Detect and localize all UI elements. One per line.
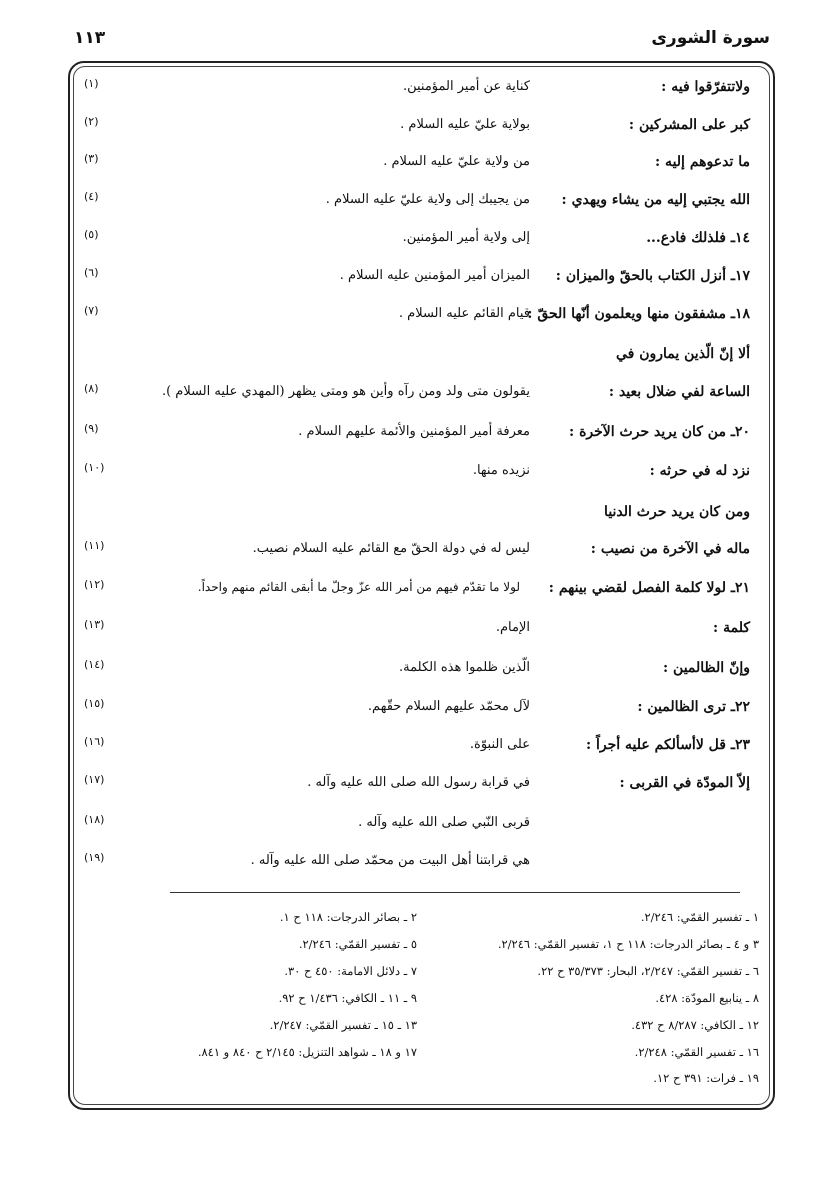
- commentary-text: الميزان أمير المؤمنين عليه السلام .: [339, 268, 530, 283]
- verse-term: نزد له في حرثه :: [649, 463, 750, 479]
- footnote-ref: (٤): [84, 190, 99, 203]
- commentary-text: نزيده منها.: [472, 463, 530, 478]
- footnote: ٦ ـ تفسير القمّي: ٢/٢٤٧، البحار: ٣٥/٣٧٣ ح ٢٢.: [537, 964, 759, 978]
- footnote-ref: (٨): [84, 382, 99, 395]
- commentary-text: من ولاية عليّ عليه السلام .: [383, 154, 530, 169]
- commentary-text: على النبوّة.: [469, 737, 530, 752]
- commentary-entry: [78, 815, 750, 849]
- commentary-entry: [78, 463, 750, 497]
- verse-term: الساعة لفي ضلال بعيد :: [608, 384, 750, 400]
- verse-term: ٢٣ـ قل لاأسألكم عليه أجراً :: [585, 737, 750, 753]
- page-header: [70, 28, 770, 58]
- footnote: ٩ ـ ١١ ـ الكافي: ١/٤٣٦ ح ٩٢.: [278, 991, 417, 1005]
- commentary-entry: [78, 541, 750, 575]
- footnote: ١٣ ـ ١٥ ـ تفسير القمّي: ٢/٢٤٧.: [269, 1018, 417, 1032]
- verse-term: كلمة :: [713, 620, 750, 636]
- footnote-ref: (١٤): [84, 658, 105, 671]
- footnote-ref: (١٦): [84, 735, 105, 748]
- footnote-ref: (٦): [84, 266, 99, 279]
- verse-term: ماله في الآخرة من نصيب :: [590, 541, 750, 557]
- footnote: ٨ ـ ينابيع المودّة: ٤٢٨.: [655, 991, 759, 1005]
- footnote-ref: (٢): [84, 115, 99, 128]
- commentary-entry: [78, 853, 750, 887]
- commentary-text: الّذين ظلموا هذه الكلمة.: [399, 660, 530, 675]
- commentary-entry: [78, 737, 750, 771]
- commentary-text: قربى النّبي صلى الله عليه وآله .: [358, 815, 530, 830]
- commentary-text: معرفة أمير المؤمنين والأئمة عليهم السلام .: [298, 424, 530, 439]
- footnote: ٧ ـ دلائل الامامة: ٤٥٠ ح ٣٠.: [284, 964, 417, 978]
- commentary-entry: [78, 346, 750, 380]
- commentary-text: لآل محمّد عليهم السلام حقّهم.: [367, 699, 530, 714]
- footnote-ref: (١٨): [84, 813, 105, 826]
- footnote-ref: (١٥): [84, 697, 105, 710]
- commentary-entry: [78, 268, 750, 302]
- verse-term: ٢١ـ لولا كلمة الفصل لقضي بينهم :: [548, 580, 750, 596]
- footnote-ref: (١١): [84, 539, 105, 552]
- footnote-ref: (٣): [84, 152, 99, 165]
- verse-term: ومن كان يريد حرث الدنيا: [604, 504, 750, 520]
- verse-term: ٢٢ـ ترى الظالمين :: [637, 699, 750, 715]
- commentary-entry: [78, 424, 750, 458]
- footnote-ref: (١٧): [84, 773, 105, 786]
- verse-term: ولاتتفرّقوا فيه :: [661, 79, 750, 95]
- commentary-entry: [78, 660, 750, 694]
- footnote-ref: (٩): [84, 422, 99, 435]
- commentary-text: يقولون متى ولد ومن رآه وأين هو ومتى يظهر (المهدي عليه السلام ).: [161, 384, 530, 399]
- commentary-entry: [78, 79, 750, 113]
- verse-term: ١٤ـ فلذلك فادع...: [646, 230, 750, 246]
- footnote: ١٢ ـ الكافي: ٨/٢٨٧ ح ٤٣٢.: [631, 1018, 759, 1032]
- footnote-ref: (٧): [84, 304, 99, 317]
- commentary-entry: [78, 192, 750, 226]
- footnote: ٣ و ٤ ـ بصائر الدرجات: ١١٨ ح ١، تفسير القمّي: ٢/٢٤٦.: [497, 937, 759, 951]
- footnote: ١٦ ـ تفسير القمّي: ٢/٢٤٨.: [634, 1045, 759, 1059]
- commentary-text: الإمام.: [495, 620, 530, 635]
- commentary-text: كناية عن أمير المؤمنين.: [402, 79, 530, 94]
- verse-term: ٢٠ـ من كان يريد حرث الآخرة :: [569, 424, 750, 440]
- commentary-entry: [78, 504, 750, 538]
- footnote: ١٧ و ١٨ ـ شواهد التنزيل: ٢/١٤٥ ح ٨٤٠ و ٨٤١.: [197, 1045, 417, 1059]
- commentary-entry: [78, 306, 750, 340]
- verse-term: الله يجتبي إليه من يشاء ويهدي :: [561, 192, 750, 208]
- verse-term: ١٨ـ مشفقون منها ويعلمون أنّها الحقّ :: [527, 306, 750, 322]
- commentary-text: لولا ما تقدّم فيهم من أمر الله عزّ وجلّ ما أبقى القائم منهم واحداً.: [197, 580, 520, 594]
- footnote-ref: (١٢): [84, 578, 105, 591]
- verse-term: إلاّ المودّة في القربى :: [619, 775, 750, 791]
- verse-term: ١٧ـ أنزل الكتاب بالحقّ والميزان :: [555, 268, 750, 284]
- footnote-ref: (١٩): [84, 851, 105, 864]
- commentary-entry: [78, 620, 750, 654]
- commentary-text: ليس له في دولة الحقّ مع القائم عليه السلام نصيب.: [252, 541, 530, 556]
- commentary-entry: [78, 384, 750, 418]
- commentary-entry: [78, 117, 750, 151]
- footnote-ref: (١٠): [84, 461, 105, 474]
- verse-term: كبر على المشركين :: [628, 117, 750, 133]
- footnote: ٥ ـ تفسير القمّي: ٢/٢٤٦.: [298, 937, 417, 951]
- verse-term: وإنّ الظالمين :: [663, 660, 750, 676]
- commentary-entry: [78, 580, 750, 614]
- commentary-text: بولاية عليّ عليه السلام .: [400, 117, 530, 132]
- verse-term: ألا إنّ الّذين يمارون في: [615, 346, 750, 362]
- commentary-text: من يجيبك إلى ولاية عليّ عليه السلام .: [325, 192, 530, 207]
- commentary-entry: [78, 775, 750, 809]
- footnote: ٢ ـ بصائر الدرجات: ١١٨ ح ١.: [279, 910, 417, 924]
- commentary-entry: [78, 699, 750, 733]
- commentary-text: في قرابة رسول الله صلى الله عليه وآله .: [307, 775, 530, 790]
- commentary-entry: [78, 230, 750, 264]
- footnote-ref: (١٣): [84, 618, 105, 631]
- commentary-entry: [78, 154, 750, 188]
- commentary-text: قيام القائم عليه السلام .: [398, 306, 530, 321]
- footnote-ref: (١): [84, 77, 99, 90]
- footnote-divider: [170, 892, 740, 893]
- footnote: ١ ـ تفسير القمّي: ٢/٢٤٦.: [640, 910, 759, 924]
- page-number: ١١٣: [74, 28, 106, 48]
- commentary-text: هي قرابتنا أهل البيت من محمّد صلى الله عليه وآله .: [250, 853, 530, 868]
- footnote: ١٩ ـ فرات: ٣٩١ ح ١٢.: [653, 1071, 759, 1085]
- footnote-ref: (٥): [84, 228, 99, 241]
- surah-title: سورة الشورى: [651, 28, 770, 48]
- verse-term: ما تدعوهم إليه :: [655, 154, 750, 170]
- commentary-text: إلى ولاية أمير المؤمنين.: [402, 230, 530, 245]
